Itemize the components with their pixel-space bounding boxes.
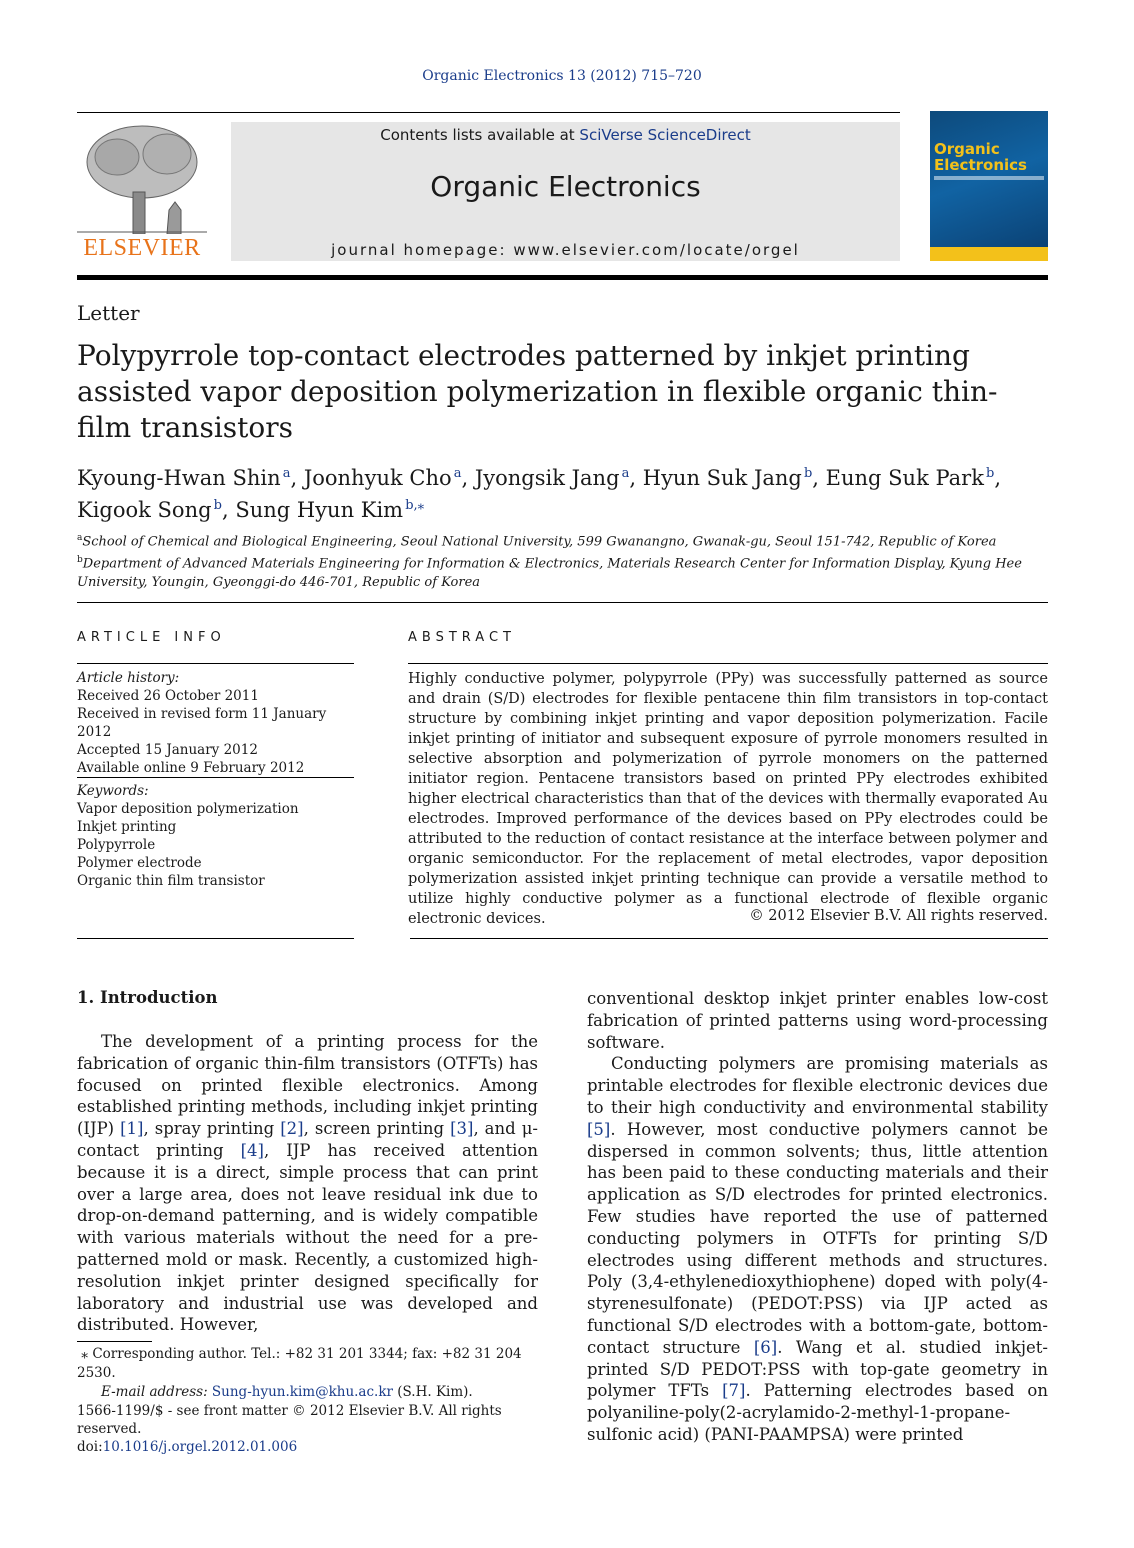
- citation-link[interactable]: [2]: [280, 1119, 304, 1139]
- abstract-rule: [408, 663, 1048, 664]
- journal-cover: [930, 111, 1048, 261]
- contents-prefix: Contents lists available at: [380, 126, 580, 144]
- front-matter-line: 1566-1199/$ - see front matter © 2012 Elsevier B.V. All rights reserved.: [77, 1403, 502, 1437]
- keyword-item: Vapor deposition polymerization: [77, 801, 299, 817]
- body-column-left: [77, 1031, 538, 1336]
- author-list: [77, 460, 1037, 524]
- citation-link[interactable]: [3]: [450, 1119, 474, 1139]
- author-name[interactable]: Jyongsik Jang: [474, 466, 620, 490]
- corresponding-line: [77, 1345, 542, 1383]
- paragraph-text: , screen printing: [303, 1119, 451, 1139]
- journal-banner: [231, 122, 900, 261]
- journal-citation[interactable]: Organic Electronics 13 (2012) 715–720: [422, 68, 702, 84]
- elsevier-logo: [77, 122, 207, 262]
- paragraph: [77, 1031, 538, 1336]
- author-affiliation-mark[interactable]: b,⁎: [405, 498, 425, 513]
- paragraph: [587, 988, 1048, 1053]
- paragraph-text: , spray printing: [143, 1119, 281, 1139]
- keyword-item: Inkjet printing: [77, 819, 177, 835]
- affiliation-mark: a: [77, 533, 83, 543]
- paragraph-text: conventional desktop inkjet printer enables low-cost fabrication of printed patterns using word-processing software.: [587, 989, 1048, 1052]
- keyword-item: Organic thin film transistor: [77, 873, 265, 889]
- affiliation-b: [77, 551, 1037, 591]
- article-info-bottom-rule: [77, 938, 354, 939]
- author-separator: ,: [629, 466, 643, 490]
- cover-title-line1: Organic: [934, 140, 1000, 158]
- keywords-label: Keywords:: [77, 783, 149, 799]
- author-name[interactable]: Kigook Song: [77, 498, 212, 522]
- keyword-item: Polymer electrode: [77, 855, 202, 871]
- history-entry: Received in revised form 11 January 2012: [77, 706, 327, 740]
- header-rule: [77, 112, 900, 113]
- author-affiliation-mark[interactable]: b: [213, 498, 222, 513]
- citation-link[interactable]: [5]: [587, 1119, 611, 1139]
- author-name[interactable]: Kyoung-Hwan Shin: [77, 466, 281, 490]
- affiliation-text: Department of Advanced Materials Engineering for Information & Electronics, Materials Research Center for Information Display, Kyung Hee University, Youngin, Gyeonggi-do 446-701, Republic of Korea: [77, 556, 1022, 590]
- author-affiliation-mark[interactable]: a: [282, 466, 291, 481]
- affiliation-text: School of Chemical and Biological Engineering, Seoul National University, 599 Gwanangno, Gwanak-gu, Seoul 151-742, Republic of Korea: [82, 534, 997, 550]
- email-label: E-mail address:: [101, 1384, 212, 1400]
- author-affiliation-mark[interactable]: a: [621, 466, 630, 481]
- cover-title: [934, 141, 1027, 173]
- title-block-rule: [77, 602, 1048, 603]
- journal-homepage[interactable]: journal homepage: www.elsevier.com/locate/orgel: [331, 241, 800, 259]
- email-link[interactable]: Sung-hyun.kim@khu.ac.kr: [211, 1384, 393, 1400]
- paragraph-text: , IJP has received attention because it is a direct, simple process that can print over a large area, does not leave residual ink due to drop-on-demand patterning, and is widely compatible with various materials without the need for a pre-patterned mold or mask. Recently, a customized high-resolution inkjet printer designed specifically for laboratory and industrial use was developed and distributed. However,: [77, 1140, 538, 1335]
- author-affiliation-mark[interactable]: b: [803, 466, 813, 481]
- paragraph-text: . Wang et al. studied inkjet-printed S/D PEDOT:PSS with top-gate geometry in polymer TFTs: [587, 1337, 1048, 1401]
- affiliation-mark: b: [77, 555, 83, 566]
- paragraph: [587, 1053, 1048, 1445]
- contents-line: [231, 126, 900, 144]
- sciencedirect-link[interactable]: SciVerse ScienceDirect: [579, 126, 751, 144]
- affiliations: [77, 529, 1037, 592]
- keyword-item: Polypyrrole: [77, 837, 156, 853]
- cover-bottom-bar: [930, 247, 1048, 261]
- doi-label: doi:: [77, 1439, 103, 1455]
- author-separator: ,: [461, 466, 475, 490]
- citation-link[interactable]: [4]: [240, 1140, 264, 1160]
- doi-line: [77, 1438, 542, 1456]
- paragraph-text: , and μ-contact printing: [77, 1119, 538, 1160]
- abstract-bottom-rule: [410, 938, 1048, 939]
- author-name[interactable]: Sung Hyun Kim: [235, 498, 404, 522]
- header-thick-rule: [77, 275, 1048, 280]
- tree-icon: [77, 122, 207, 234]
- doi-link[interactable]: 10.1016/j.orgel.2012.01.006: [102, 1439, 298, 1455]
- article-info-rule: [77, 663, 354, 664]
- article-title: Polypyrrole top-contact electrodes patterned by inkjet printing assisted vapor deposition polymerization in flexible organic thin-film transistors: [77, 339, 998, 444]
- author-separator: ,: [221, 498, 236, 522]
- paragraph-text: The development of a printing process for the fabrication of organic thin-film transistors (OTFTs) has focused on printed flexible electronics. Among established printing methods, including inkjet printing (IJP): [77, 1032, 538, 1139]
- history-entry: Received 26 October 2011: [77, 688, 259, 704]
- corresponding-text: Corresponding author. Tel.: +82 31 201 3344; fax: +82 31 204 2530.: [77, 1346, 522, 1381]
- author-separator: ,: [290, 466, 304, 490]
- footnote-mark: ⁎: [81, 1346, 89, 1362]
- author-affiliation-mark[interactable]: a: [453, 466, 462, 481]
- affiliation-a: [77, 529, 1037, 551]
- article-history: [77, 669, 354, 777]
- abstract-copyright: © 2012 Elsevier B.V. All rights reserved.: [749, 908, 1048, 924]
- citation-link[interactable]: [1]: [120, 1119, 144, 1139]
- keywords-rule: [77, 777, 354, 778]
- author-name[interactable]: Eung Suk Park: [825, 466, 984, 490]
- article-type: Letter: [77, 301, 140, 325]
- cover-subtitle-strip: [934, 176, 1044, 180]
- history-entry: Available online 9 February 2012: [77, 760, 305, 776]
- article-history-label: Article history:: [77, 670, 180, 686]
- author-name[interactable]: Hyun Suk Jang: [642, 466, 802, 490]
- paragraph-text: Conducting polymers are promising materials as printable electrodes for flexible electronic devices due to their high conductivity and environmental stability: [587, 1054, 1048, 1117]
- author-separator: ,: [812, 466, 826, 490]
- body-column-right: [587, 988, 1048, 1446]
- section-heading-introduction: 1. Introduction: [77, 988, 218, 1007]
- abstract-text: Highly conductive polymer, polypyrrole (PPy) was successfully patterned as source and drain (S/D) electrodes for flexible pentacene thin film transistors in top-contact structure by combining inkjet printing and vapor deposition polymerization. Facile inkjet printing of initiator and subsequent exposure of pyrrole monomers resulted in selective absorption and polymerization of pyrrole monomers on the patterned initiator region. Pentacene transistors based on printed PPy electrodes exhibited higher electrical characteristics than that of the devices with thermally evaporated Au electrodes. Improved performance of the devices based on PPy electrodes could be attributed to the reduction of contact resistance at the interface between polymer and organic semiconductor. For the replacement of metal electrodes, vapor deposition polymerization assisted inkjet printing technique can provide a versatile method to utilize highly conductive polymer as a functional electrode of flexible organic electronic devices.: [408, 671, 1048, 927]
- citation-link[interactable]: [7]: [722, 1381, 746, 1401]
- elsevier-wordmark: ELSEVIER: [83, 235, 201, 261]
- history-entry: Accepted 15 January 2012: [77, 742, 258, 758]
- paragraph-text: . However, most conductive polymers cannot be dispersed in common solvents; thus, little attention has been paid to these conducting materials and their application as S/D electrodes for printed electronics. Few studies have reported the use of patterned conducting polymers in OTFTs for printing S/D electrodes using different methods and structures. Poly (3,4-ethylenedioxythiophene) doped with poly(4-styrenesulfonate) (PEDOT:PSS) via IJP acted as functional S/D electrodes with a bottom-gate, bottom-contact structure: [587, 1119, 1048, 1357]
- journal-name: Organic Electronics: [430, 170, 701, 203]
- footnote-rule: [77, 1341, 152, 1342]
- citation-link[interactable]: [6]: [753, 1337, 778, 1357]
- paragraph-text: . Patterning electrodes based on polyaniline-poly(2-acrylamido-2-methyl-1-propane-sulfonic acid) (PANI-PAAMPSA) were printed: [587, 1381, 1048, 1444]
- front-matter: [77, 1402, 542, 1456]
- author-name[interactable]: Joonhyuk Cho: [303, 466, 452, 490]
- abstract-heading: ABSTRACT: [408, 630, 516, 645]
- cover-title-line2: Electronics: [934, 156, 1027, 174]
- email-line: [77, 1383, 542, 1402]
- keywords: [77, 782, 354, 890]
- author-affiliation-mark[interactable]: b: [986, 466, 995, 481]
- corresponding-author-footnote: [77, 1345, 542, 1402]
- author-separator: ,: [994, 466, 1002, 490]
- article-info-heading: ARTICLE INFO: [77, 630, 226, 645]
- email-suffix: (S.H. Kim).: [392, 1384, 473, 1400]
